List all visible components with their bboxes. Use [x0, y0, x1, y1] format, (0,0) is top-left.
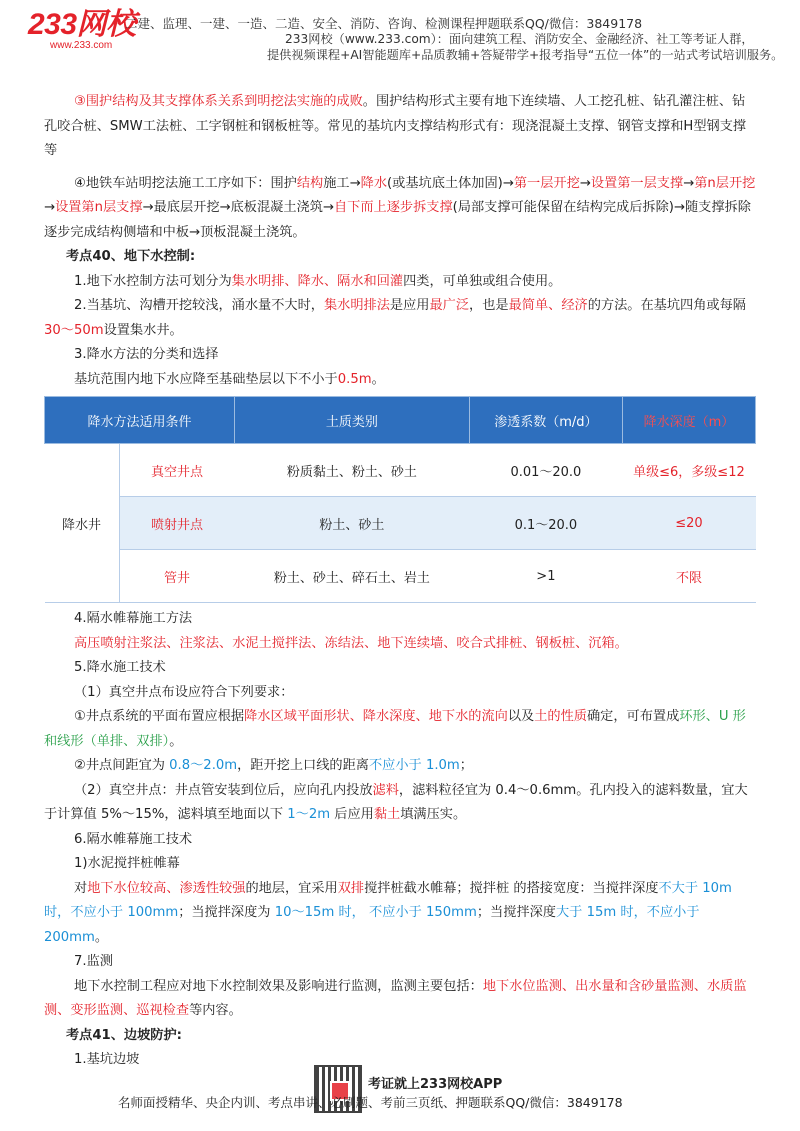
table-cell-coef: 0.1～20.0 — [469, 497, 622, 550]
section-heading-41: 考点41、边坡防护: — [66, 1027, 182, 1043]
item-6-1: 1)水泥搅拌桩帷幕 — [74, 856, 180, 871]
item-7: 7.监测 — [74, 954, 113, 969]
item-5-1: （1）真空井点布设应符合下列要求： — [74, 684, 294, 700]
section-heading-40: 考点40、地下水控制: — [66, 249, 196, 264]
table-cell-coef: 0.01～20.0 — [469, 444, 622, 497]
table-cell-method: 真空井点 — [119, 444, 234, 497]
item-1: 1.地下水控制方法可划分为集水明排、降水、隔水和回灌四类，可单独或组合使用。 — [74, 273, 562, 289]
item-3-detail: 基坑范围内地下水应降至基础垫层以下不小于0.5m。 — [74, 371, 385, 387]
paragraph-construction-sequence: ④地铁车站明挖法施工工序如下：围护结构施工→降水(或基坑底土体加固)→第一层开挖→设置第一层支撑→第n层开挖→设置第n层支撑→最底层开挖→底板混凝土浇筑→自下而上逐步拆支撑(局部支撑可能保留在结构完成后拆除)→随支撑拆除逐步完成结构侧墙和中板→顶板混凝土浇筑。 — [44, 175, 756, 240]
item-7-detail: 地下水控制工程应对地下水控制效果及影响进行监测，监测主要包括：地下水位监测、出水量和含砂量监测、水质监测、变形监测、巡视检查等内容。 — [44, 978, 747, 1018]
header-contact-line: 二建、监理、一建、一造、二造、安全、消防、咨询、检测课程押题联系QQ/微信：3849178 — [125, 16, 643, 31]
footer-contact-line: 名师面授精华、央企内训、考点串讲、必刷题、考前三页纸、押题联系QQ/微信：3849178 — [118, 1095, 623, 1110]
item-2: 2.当基坑、沟槽开挖较浅，涌水量不大时，集水明排法是应用最广泛，也是最简单、经济的方法。在基坑四角或每隔30～50m设置集水井。 — [44, 298, 746, 338]
table-header-method: 降水方法适用条件 — [45, 397, 235, 444]
item-8: 1.基坑边坡 — [74, 1052, 140, 1067]
logo-text: 233网校 — [28, 8, 136, 41]
table-cell-soil: 粉质黏土、粉土、砂土 — [234, 444, 469, 497]
page-header — [0, 0, 800, 68]
table-cell-coef: >1 — [469, 550, 622, 603]
table-header-depth: 降水深度（m） — [622, 397, 755, 444]
table-row — [45, 497, 756, 550]
header-intro-line: 233网校（www.233.com）：面向建筑工程、消防安全、金融经济、社工等考证人群， — [285, 32, 754, 46]
item-3: 3.降水方法的分类和选择 — [74, 347, 219, 362]
logo-url: www.233.com — [50, 40, 113, 51]
table-header-row — [45, 397, 756, 444]
table-header-coef: 渗透系数（m/d） — [469, 397, 622, 444]
item-5-1-a: ①井点系统的平面布置应根据降水区域平面形状、降水深度、地下水的流向以及土的性质确定，可布置成环形、U 形和线形（单排、双排）。 — [44, 709, 746, 749]
table-cell-method: 喷射井点 — [119, 497, 234, 550]
document-body — [44, 90, 756, 1073]
table-cell-soil: 粉土、砂土、碎石土、岩土 — [234, 550, 469, 603]
table-cell-method: 管井 — [119, 550, 234, 603]
item-6-1-detail: 对地下水位较高、渗透性较强的地层，宜采用双排搅拌桩截水帷幕；搅拌桩 的搭接宽度：当搅拌深度不大于 10m 时，不应小于 100mm；当搅拌深度为 10～15m 时， 不应小于 150mm；当搅拌深度大于 15m 时，不应小于 200mm。 — [44, 880, 732, 945]
item-6: 6.隔水帷幕施工技术 — [74, 831, 193, 847]
item-4: 4.隔水帷幕施工方法 — [74, 611, 193, 626]
table-cell-depth: ≤20 — [622, 497, 755, 550]
item-5: 5.降水施工技术 — [74, 660, 166, 675]
paragraph-retaining-structure: ③围护结构及其支撑体系关系到明挖法实施的成败。围护结构形式主要有地下连续墙、人工挖孔桩、钻孔灌注桩、钻孔咬合桩、SMW工法桩、工字钢桩和钢板桩等。常见的基坑内支撑结构形式有：现浇混凝土支撑、钢管支撑和H型钢支撑等 — [44, 94, 747, 158]
table-cell-soil: 粉土、砂土 — [234, 497, 469, 550]
item-4-methods: 高压喷射注浆法、注浆法、水泥土搅拌法、冻结法、地下连续墙、咬合式排桩、钢板桩、沉箱。 — [74, 635, 628, 651]
table-row — [45, 550, 756, 603]
table-cell-depth: 单级≤6，多级≤12 — [622, 444, 755, 497]
table-side-label: 降水井 — [45, 444, 120, 603]
table-cell-depth: 不限 — [622, 550, 755, 603]
item-5-1-b: ②井点间距宜为 0.8～2.0m，距开挖上口线的距离不应小于 1.0m； — [74, 758, 473, 773]
dewatering-table — [44, 396, 756, 603]
item-5-2: （2）真空井点：井点管安装到位后，应向孔内投放滤料，滤料粒径宜为 0.4～0.6mm。孔内投入的滤料数量，宜大于计算值 5%～15%，滤料填至地面以下 1～2m 后应用黏土填满压实。 — [44, 782, 748, 822]
footer-app-title: 考证就上233网校APP — [368, 1077, 503, 1092]
page-footer — [0, 1061, 800, 1131]
header-service-line: 提供视频课程+AI智能题库+品质教辅+答疑带学+报考指导“五位一体”的一站式考试培训服务。 — [267, 48, 784, 62]
table-row — [45, 444, 756, 497]
table-header-soil: 土质类别 — [234, 397, 469, 444]
